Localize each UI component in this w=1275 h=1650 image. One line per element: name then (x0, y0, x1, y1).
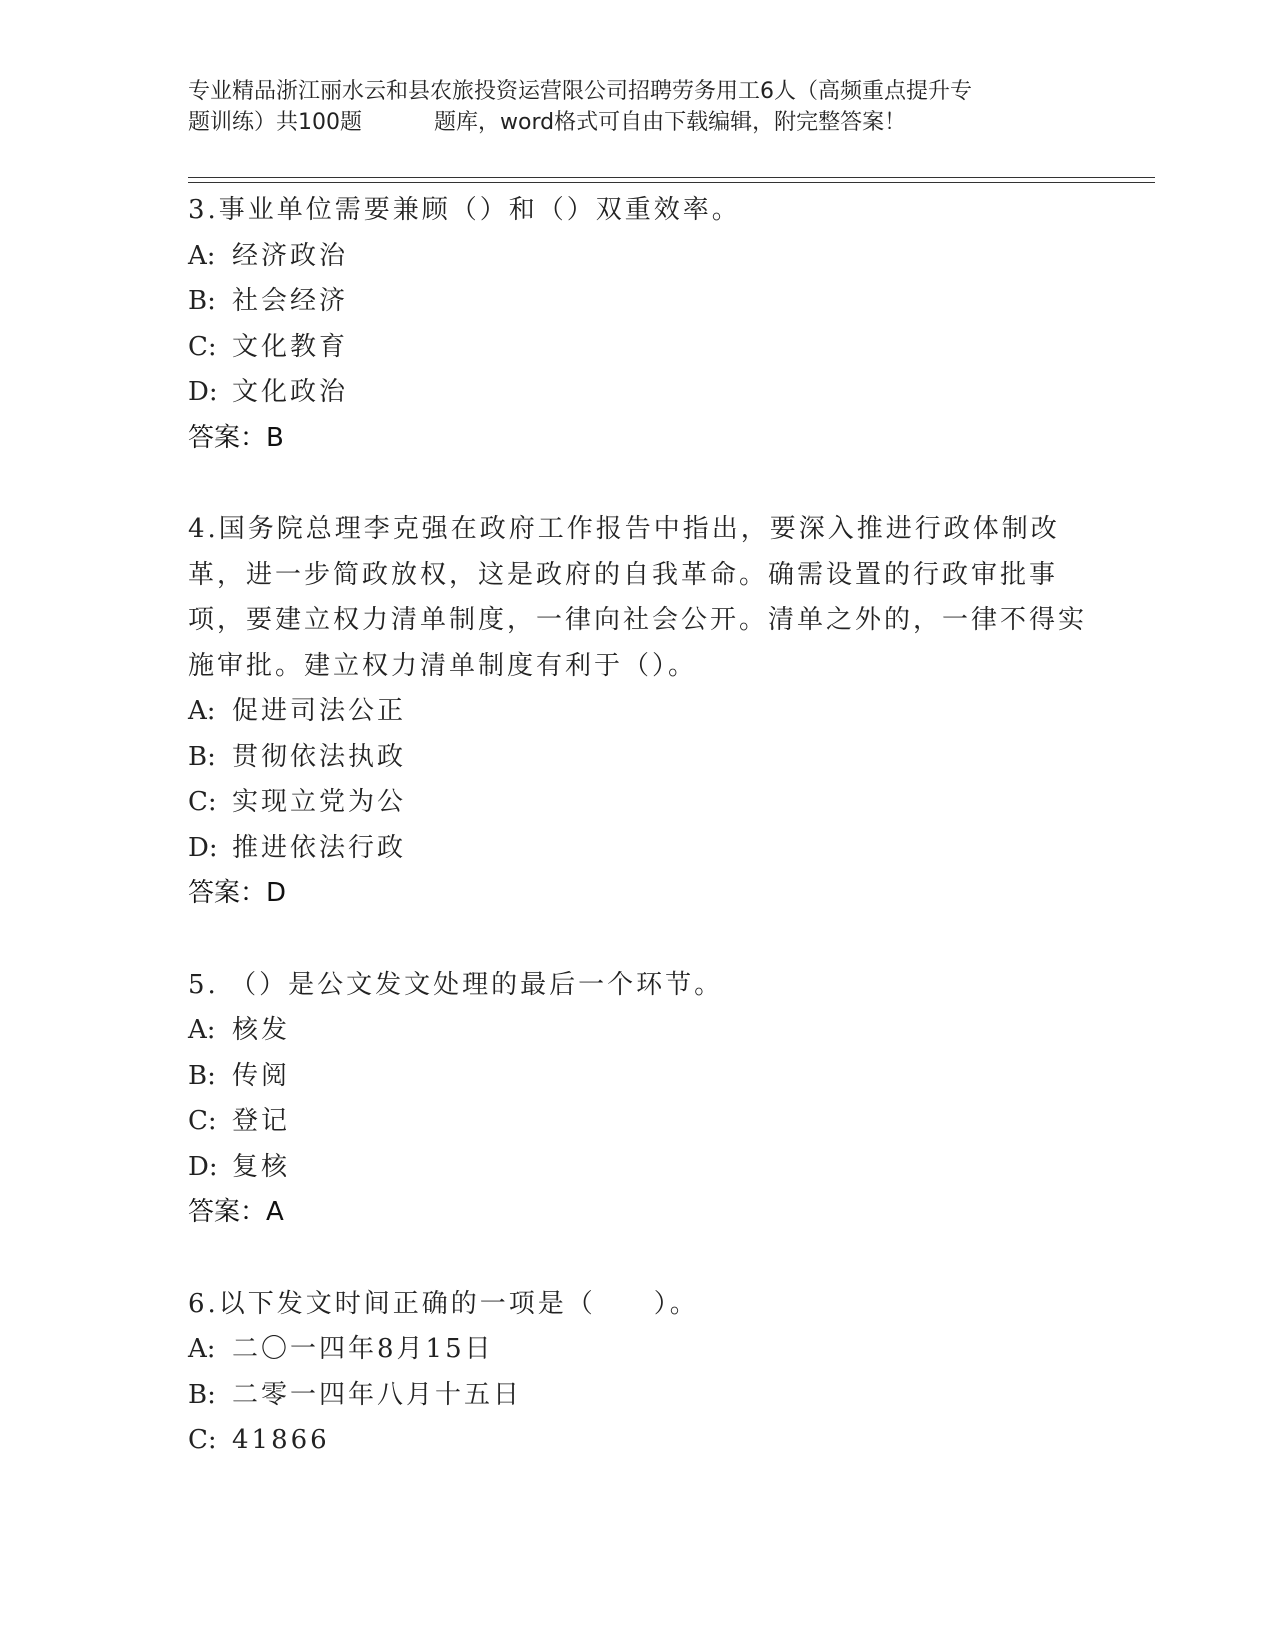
header-divider-bottom (188, 182, 1155, 183)
option-c (188, 780, 1088, 826)
option-text: 41866 (232, 1425, 330, 1455)
question-3 (188, 188, 1088, 461)
answer-line: 答案：A (188, 1197, 284, 1227)
option-key: D: (188, 832, 218, 863)
option-text: 传阅 (232, 1060, 291, 1091)
option-text: 二〇一四年8月15日 (232, 1334, 494, 1364)
option-c (188, 1099, 1088, 1145)
option-key: D: (188, 377, 218, 407)
option-text: 二零一四年八月十五日 (232, 1379, 523, 1410)
option-c (188, 325, 1088, 371)
page-header (188, 76, 1118, 138)
option-b (188, 1373, 1088, 1419)
option-text: 核发 (232, 1015, 291, 1045)
question-list (188, 188, 1088, 1510)
answer-line: 答案：B (188, 422, 284, 453)
option-key: A: (188, 1334, 216, 1364)
option-key: C: (188, 1425, 217, 1455)
option-a (188, 234, 1088, 280)
question-stem: 3.事业单位需要兼顾（）和（）双重效率。 (188, 195, 741, 225)
header-divider-top (188, 177, 1155, 178)
option-text: 推进依法行政 (232, 832, 407, 863)
option-text: 社会经济 (232, 286, 349, 316)
answer-line: 答案：D (188, 878, 287, 908)
question-6 (188, 1282, 1088, 1464)
option-key: C: (188, 1106, 217, 1136)
option-text: 文化政治 (232, 377, 349, 407)
question-stem: 4.国务院总理李克强在政府工作报告中指出，要深入推进行政体制改革，进一步简政放权，这是政府的自我革命。确需设置的行政审批事项，要建立权力清单制度，一律向社会公开。清单之外的，一律不得实施审批。建立权力清单制度有利于（）。 (188, 514, 1088, 681)
option-text: 实现立党为公 (232, 787, 407, 817)
option-key: B: (188, 741, 216, 772)
option-text: 促进司法公正 (232, 696, 407, 726)
header-line-1: 专业精品浙江丽水云和县农旅投资运营限公司招聘劳务用工6人（高频重点提升专 (188, 79, 972, 104)
option-a (188, 1008, 1088, 1054)
question-4 (188, 507, 1088, 917)
option-d (188, 370, 1088, 416)
option-key: D: (188, 1151, 218, 1182)
option-b (188, 1054, 1088, 1100)
option-text: 登记 (232, 1106, 291, 1136)
question-stem: 6.以下发文时间正确的一项是（ ）。 (188, 1288, 699, 1319)
option-key: C: (188, 331, 217, 362)
question-stem: 5. （）是公文发文处理的最后一个环节。 (188, 969, 724, 1000)
option-a (188, 689, 1088, 735)
option-key: C: (188, 787, 217, 817)
option-c (188, 1418, 1088, 1464)
option-key: B: (188, 1060, 216, 1091)
option-key: B: (188, 286, 216, 316)
option-key: A: (188, 1015, 216, 1045)
option-text: 文化教育 (232, 331, 349, 362)
option-key: B: (188, 1379, 216, 1410)
option-a (188, 1327, 1088, 1373)
header-line-2 (188, 107, 1118, 138)
option-d (188, 826, 1088, 872)
option-d (188, 1145, 1088, 1191)
option-b (188, 279, 1088, 325)
header-line-2-right: 题库，word格式可自由下载编辑，附完整答案！ (434, 110, 907, 135)
option-key: A: (188, 240, 216, 271)
option-text: 复核 (232, 1151, 291, 1182)
option-b (188, 735, 1088, 781)
option-text: 经济政治 (232, 240, 349, 271)
option-text: 贯彻依法执政 (232, 741, 407, 772)
question-5 (188, 963, 1088, 1236)
header-line-2-left: 题训练）共100题 (188, 110, 362, 135)
option-key: A: (188, 696, 216, 726)
